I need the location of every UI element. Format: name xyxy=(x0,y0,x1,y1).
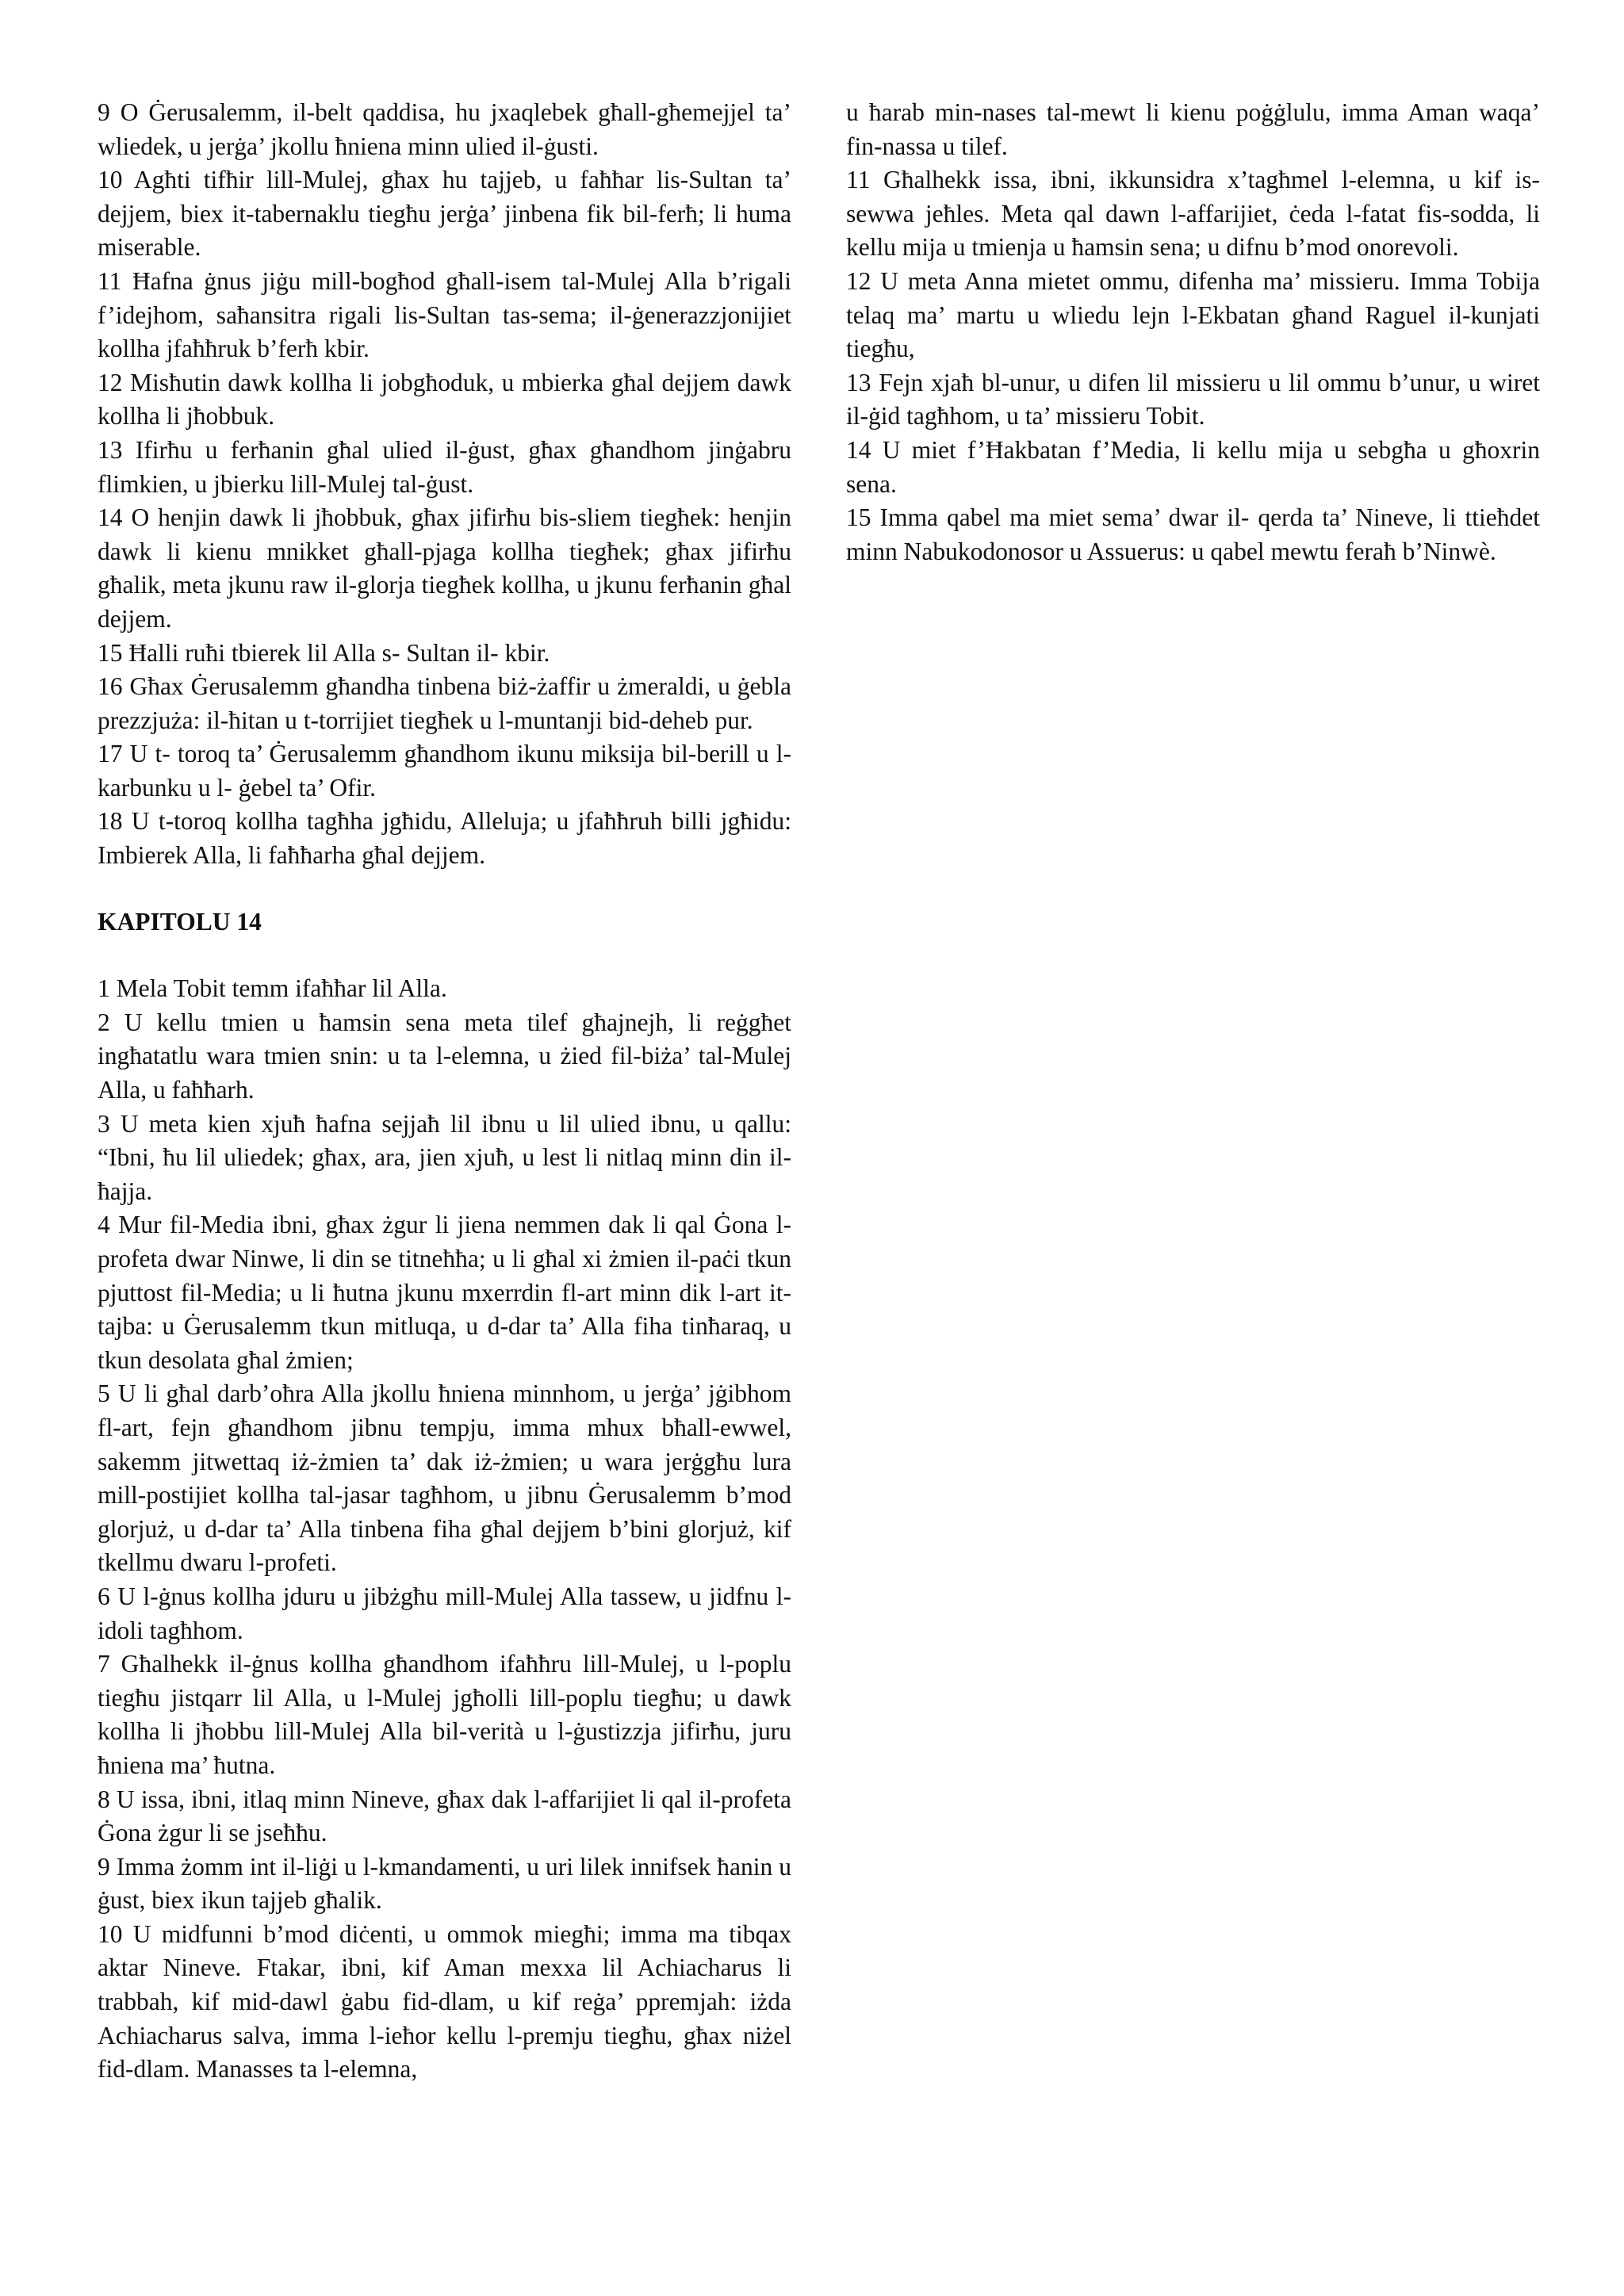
verse-14-15: 15 Imma qabel ma miet sema’ dwar il- qerda ta’ Nineve, li ttieħdet minn Nabukodonosor u Assuerus: u qabel mewtu feraħ b’Ninwè. xyxy=(846,503,1540,565)
verse-13-18: 18 U t-toroq kollha tagħha jgħidu, Alleluja; u jfaħħruh billi jgħidu: Imbierek Alla, li faħħarha għal dejjem. xyxy=(98,807,791,870)
verse-14-6: 6 U l-ġnus kollha jduru u jibżgħu mill-Mulej Alla tassew, u jidfnu l-idoli tagħhom. xyxy=(98,1582,791,1644)
verse-14-11: 11 Għalhekk issa, ibni, ikkunsidra x’tagħmel l-elemna, u kif is-sewwa jeħles. Meta qal dawn l-affarijiet, ċeda l-fatat fis-sodda, li kellu mija u tmienja u ħamsin sena; u difnu b’mod onorevoli. xyxy=(846,166,1540,262)
verse-13-9: 9 O Ġerusalemm, il-belt qaddisa, hu jxaqlebek għall-għemejjel ta’ wliedek, u jerġa’ jkollu ħniena minn ulied il-ġusti. xyxy=(98,98,791,160)
right-column xyxy=(846,96,1540,568)
verse-14-14: 14 U miet f’Ħakbatan f’Media, li kellu mija u sebgħa u għoxrin sena. xyxy=(846,435,1540,498)
verse-13-15: 15 Ħalli ruħi tbierek lil Alla s- Sultan il- kbir. xyxy=(98,638,550,667)
verse-13-11: 11 Ħafna ġnus jiġu mill-bogħod għall-isem tal-Mulej Alla b’rigali f’idejhom, saħansitra rigali lis-Sultan tas-sema; il-ġenerazzjonijiet kollha jfaħħruk b’ferħ kbir. xyxy=(98,266,791,363)
verse-13-13: 13 Ifirħu u ferħanin għal ulied il-ġust, għax għandhom jinġabru flimkien, u jbierku lill-Mulej tal-ġust. xyxy=(98,435,791,498)
verse-14-9: 9 Imma żomm int il-liġi u l-kmandamenti, u uri lilek innifsek ħanin u ġust, biex ikun tajjeb għalik. xyxy=(98,1852,791,1915)
verse-13-14: 14 O henjin dawk li jħobbuk, għax jifirħu bis-sliem tiegħek: henjin dawk li kienu mnikket għall-pjaga kollha tiegħek; għax jifirħu għalik, meta jkunu raw il-glorja tiegħek kollha, u jkunu ferħanin għal dejjem. xyxy=(98,503,791,633)
left-column xyxy=(98,96,791,2087)
verse-14-1: 1 Mela Tobit temm ifaħħar lil Alla. xyxy=(98,974,447,1003)
verse-14-10-continued: u ħarab min-nases tal-mewt li kienu poġġlulu, imma Aman waqa’ fin-nassa u tilef. xyxy=(846,98,1540,160)
verse-14-4: 4 Mur fil-Media ibni, għax żgur li jiena nemmen dak li qal Ġona l-profeta dwar Ninwe, li din se titneħħa; u li għal xi żmien il-paċi tkun pjuttost fil-Media; u li ħutna jkunu mxerrdin fl-art minn dik l-art it-tajba: u Ġerusalemm tkun mitluqa, u d-dar ta’ Alla fiha tinħaraq, u tkun desolata għal żmien; xyxy=(98,1211,791,1374)
verse-13-16: 16 Għax Ġerusalemm għandha tinbena biż-żaffir u żmeraldi, u ġebla prezzjuża: il-ħitan u t-torrijiet tiegħek u l-muntanji bid-deheb pur. xyxy=(98,672,791,734)
verse-14-10: 10 U midfunni b’mod diċenti, u ommok miegħi; imma ma tibqax aktar Nineve. Ftakar, ibni, kif Aman mexxa lil Achiacharus li trabbah, kif mid-dawl ġabu fid-dlam, u kif reġa’ ppremjah: iżda Achiacharus salva, imma l-ieħor kellu l-premju tiegħu, għax niżel fid-dlam. Manasses ta l-elemna, xyxy=(98,1919,791,2084)
verse-14-8: 8 U issa, ibni, itlaq minn Nineve, għax dak l-affarijiet li qal il-profeta Ġona żgur li se jseħħu. xyxy=(98,1785,791,1847)
verse-13-10: 10 Agħti tifħir lill-Mulej, għax hu tajjeb, u faħħar lis-Sultan ta’ dejjem, biex it-tabernaklu tiegħu jerġa’ jinbena fik bil-ferħ; li huma miserable. xyxy=(98,166,791,262)
chapter-heading: KAPITOLU 14 xyxy=(98,907,262,936)
verse-14-5: 5 U li għal darb’oħra Alla jkollu ħniena minnhom, u jerġa’ jġibhom fl-art, fejn għandhom jibnu tempju, imma mhux bħall-ewwel, sakemm jitwettaq iż-żmien ta’ dak iż-żmien; u wara jerġgħu lura mill-postijiet kollha tal-jasar tagħhom, u jibnu Ġerusalemm b’mod glorjuż, u d-dar ta’ Alla tinbena fiha għal dejjem b’bini glorjuż, kif tkellmu dwaru l-profeti. xyxy=(98,1380,791,1577)
verse-14-12: 12 U meta Anna mietet ommu, difenha ma’ missieru. Imma Tobija telaq ma’ martu u wliedu lejn l-Ekbatan għand Raguel il-kunjati tiegħu, xyxy=(846,266,1540,363)
verse-14-7: 7 Għalhekk il-ġnus kollha għandhom ifaħħru lill-Mulej, u l-poplu tiegħu jistqarr lil Alla, u l-Mulej jgħolli lill-poplu tiegħu; u dawk kollha li jħobbu lill-Mulej Alla bil-verità u l-ġustizzja jifirħu, juru ħniena ma’ ħutna. xyxy=(98,1650,791,1779)
verse-13-12: 12 Misħutin dawk kollha li jobgħoduk, u mbierka għal dejjem dawk kollha li jħobbuk. xyxy=(98,368,791,430)
verse-14-3: 3 U meta kien xjuħ ħafna sejjaħ lil ibnu u lil ulied ibnu, u qallu: “Ibni, ħu lil uliedek; għax, ara, jien xjuħ, u lest li nitlaq minn din il-ħajja. xyxy=(98,1109,791,1205)
verse-14-2: 2 U kellu tmien u ħamsin sena meta tilef għajnejh, li reġgħet ingħatatlu wara tmien snin: u ta l-elemna, u żied fil-biża’ tal-Mulej Alla, u faħħarh. xyxy=(98,1008,791,1104)
verse-13-17: 17 U t- toroq ta’ Ġerusalemm għandhom ikunu miksija bil-berill u l- karbunku u l- ġebel ta’ Ofir. xyxy=(98,740,791,802)
verse-14-13: 13 Fejn xjaħ bl-unur, u difen lil missieru u lil ommu b’unur, u wiret il-ġid tagħhom, u ta’ missieru Tobit. xyxy=(846,368,1540,430)
